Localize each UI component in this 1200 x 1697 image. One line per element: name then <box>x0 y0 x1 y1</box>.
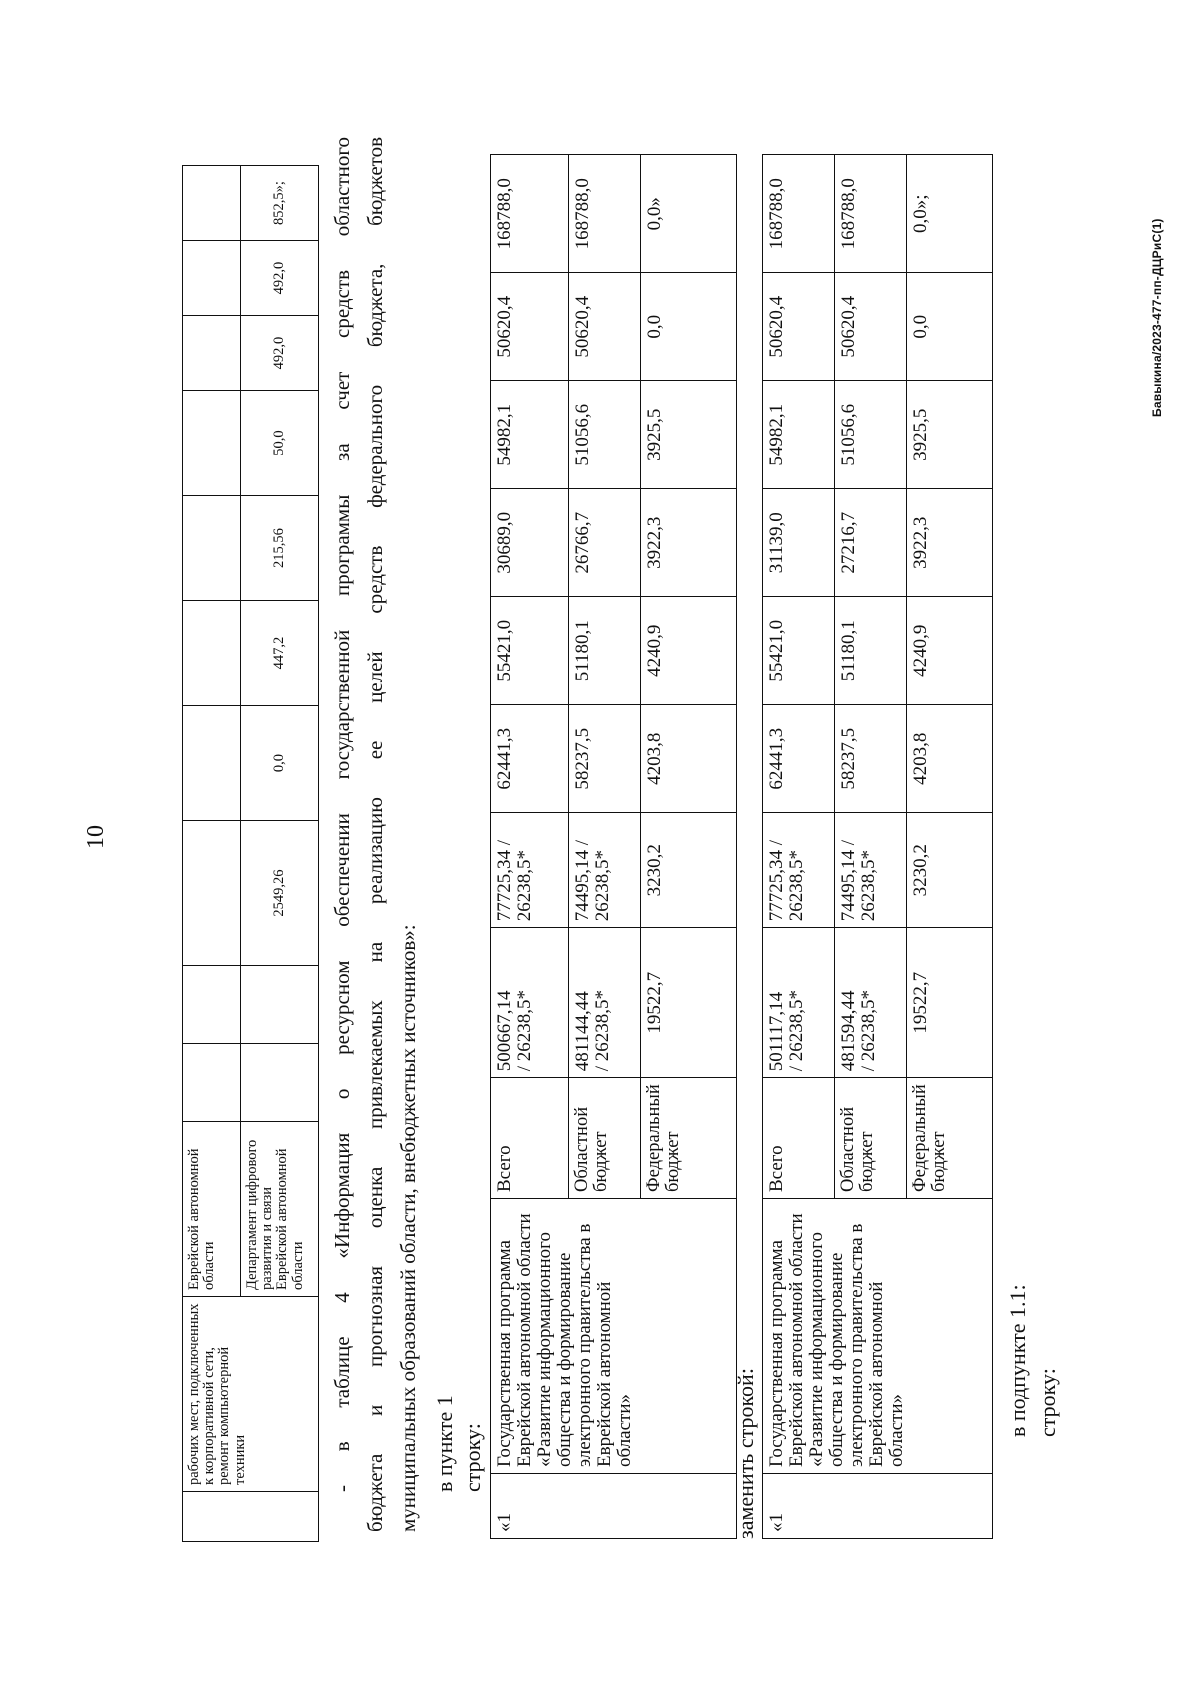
table-row <box>491 155 569 1539</box>
empty-cell <box>183 821 241 966</box>
row-number: «1 <box>491 1474 737 1539</box>
empty-cell <box>183 706 241 821</box>
total-cell <box>763 928 835 1078</box>
value-cell: 50620,4 <box>491 273 569 381</box>
value-cell: 0,0»; <box>907 155 993 273</box>
paragraph-line-2: бюджета и прогнозная оценка привлекаемых на реализацию ее целей средств федерального бюджета, бюджетов <box>363 137 387 1532</box>
total-cell <box>491 928 569 1078</box>
source-cell: Областной бюджет <box>835 1078 907 1199</box>
total-cell <box>835 928 907 1078</box>
value-cell: 852,5»; <box>241 166 319 241</box>
label-line-2: строку: <box>1035 1368 1060 1437</box>
row-number: «1 <box>763 1474 993 1539</box>
source-cell: Областной бюджет <box>569 1078 641 1199</box>
top-table <box>182 165 319 1542</box>
program-name: Государственная программа Еврейской автономной области «Развитие информационного общества и формирование электронного правительства в Еврейской автономной области» <box>491 1199 737 1474</box>
value-cell: 447,2 <box>241 601 319 706</box>
empty-cell <box>183 316 241 391</box>
value-cell: 51056,6 <box>835 381 907 489</box>
empty-cell <box>241 966 319 1044</box>
year-value: 74495,14 / <box>838 839 859 922</box>
value-cell: 51180,1 <box>569 597 641 705</box>
value-cell: 50620,4 <box>763 273 835 381</box>
table-old-row <box>490 154 737 1539</box>
source-cell: Федеральный бюджет <box>641 1078 737 1199</box>
value-cell: 54982,1 <box>491 381 569 489</box>
value-cell: 62441,3 <box>491 705 569 813</box>
year-cell: 3230,2 <box>641 813 737 928</box>
value-cell: 4203,8 <box>907 705 993 813</box>
value-cell: 54982,1 <box>763 381 835 489</box>
label-replace: заменить строкой: <box>733 1368 758 1539</box>
value-cell: 26766,7 <box>569 489 641 597</box>
total-cell: 19522,7 <box>907 928 993 1078</box>
total-value-extra: / 26238,5* <box>513 989 535 1072</box>
year-value-extra: 26238,5* <box>857 850 879 922</box>
value-cell: 51056,6 <box>569 381 641 489</box>
value-cell: 50,0 <box>241 391 319 496</box>
source-cell: Всего <box>491 1078 569 1199</box>
total-value-extra: / 26238,5* <box>857 989 879 1072</box>
page-number: 10 <box>83 825 109 849</box>
value-cell: 58237,5 <box>569 705 641 813</box>
value-cell: 3922,3 <box>641 489 737 597</box>
org-cell: Департамент цифрового развития и связи Еврейской автономной области <box>241 1122 319 1297</box>
value-cell: 4203,8 <box>641 705 737 813</box>
value-cell: 0,0 <box>641 273 737 381</box>
total-cell <box>569 928 641 1078</box>
source-cell: Федеральный бюджет <box>907 1078 993 1199</box>
empty-cell <box>183 241 241 316</box>
program-name: Государственная программа Еврейской автономной области «Развитие информационного общества и формирование электронного правительства в Еврейской автономной области» <box>763 1199 993 1474</box>
source-cell: Всего <box>763 1078 835 1199</box>
label-subpoint: в подпункте 1.1: <box>1005 1284 1030 1437</box>
total-cell: 19522,7 <box>641 928 737 1078</box>
empty-cell <box>183 1044 241 1122</box>
value-cell: 55421,0 <box>491 597 569 705</box>
label-in-point: в пункте 1 <box>432 1395 457 1492</box>
table-new-row <box>762 154 993 1539</box>
value-cell: 4240,9 <box>641 597 737 705</box>
year-value: 77725,34 / <box>494 839 515 922</box>
total-value: 481594,44 <box>838 990 859 1072</box>
empty-cell <box>183 601 241 706</box>
value-cell: 62441,3 <box>763 705 835 813</box>
year-value: 77725,34 / <box>766 839 787 922</box>
value-cell: 30689,0 <box>491 489 569 597</box>
empty-cell <box>183 166 241 241</box>
year-value: 74495,14 / <box>572 839 593 922</box>
total-value-extra: / 26238,5* <box>591 989 613 1072</box>
empty-cell <box>183 496 241 601</box>
activity-cell: рабочих мест, подключенных к корпоративной сети, ремонт компьютерной техники <box>183 1297 319 1492</box>
value-cell: 168788,0 <box>763 155 835 273</box>
year-cell <box>763 813 835 928</box>
year-value-extra: 26238,5* <box>785 850 807 922</box>
value-cell: 168788,0 <box>569 155 641 273</box>
year-value-extra: 26238,5* <box>513 850 535 922</box>
empty-cell <box>183 391 241 496</box>
value-cell: 31139,0 <box>763 489 835 597</box>
total-value-extra: / 26238,5* <box>785 989 807 1072</box>
value-cell: 492,0 <box>241 316 319 391</box>
total-value: 501117,14 <box>766 991 787 1072</box>
label-line: строку: <box>460 1423 485 1492</box>
document-stamp: Бавыкина/2023-477-пп-ДЦРиС(1) <box>1150 218 1164 417</box>
value-cell: 215,56 <box>241 496 319 601</box>
value-cell: 50620,4 <box>835 273 907 381</box>
value-cell: 3925,5 <box>641 381 737 489</box>
year-cell: 3230,2 <box>907 813 993 928</box>
value-cell: 55421,0 <box>763 597 835 705</box>
value-cell: 3922,3 <box>907 489 993 597</box>
table-row <box>763 155 835 1539</box>
value-cell: 51180,1 <box>835 597 907 705</box>
value-cell: 168788,0 <box>835 155 907 273</box>
empty-cell <box>183 966 241 1044</box>
total-value: 481144,44 <box>572 991 593 1072</box>
paragraph-line-3: муниципальных образований области, внебюджетных источников»: <box>396 924 420 1532</box>
value-cell: 58237,5 <box>835 705 907 813</box>
year-cell <box>835 813 907 928</box>
org-cell-top: Еврейской автономной области <box>183 1122 241 1297</box>
value-cell: 0,0 <box>907 273 993 381</box>
value-cell: 492,0 <box>241 241 319 316</box>
value-cell: 4240,9 <box>907 597 993 705</box>
value-cell: 0,0 <box>241 706 319 821</box>
year-value-extra: 26238,5* <box>591 850 613 922</box>
value-cell: 168788,0 <box>491 155 569 273</box>
value-cell: 27216,7 <box>835 489 907 597</box>
year-cell <box>569 813 641 928</box>
empty-cell <box>241 1044 319 1122</box>
value-cell: 50620,4 <box>569 273 641 381</box>
paragraph-line-1: - в таблице 4 «Информация о ресурсном обеспечении государственной программы за счет средств областного <box>330 137 354 1492</box>
total-value: 500667,14 <box>494 990 515 1072</box>
empty-cell <box>183 1492 319 1542</box>
value-cell: 2549,26 <box>241 821 319 966</box>
value-cell: 3925,5 <box>907 381 993 489</box>
year-cell <box>491 813 569 928</box>
value-cell: 0,0» <box>641 155 737 273</box>
